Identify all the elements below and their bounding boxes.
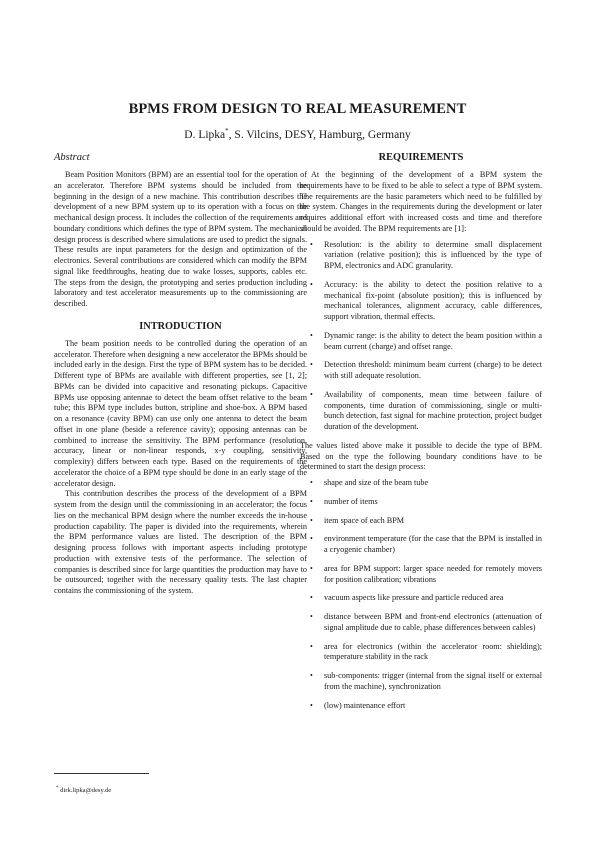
- bullet-icon: •: [310, 612, 313, 621]
- paper-authors: [0, 127, 595, 141]
- list-item: • item space of each BPM: [310, 515, 405, 525]
- bullet-icon: •: [310, 671, 313, 680]
- list-item: • Dynamic range: is the ability to detect the beam position within a beam current (charge) and offset range.: [310, 330, 542, 351]
- requirements-paragraph-1: At the beginning of the development of a BPM system the requirements have to be fixed to be able to select a type of BPM system. The requirements are the basic parameters which need to be fulfilled by the system. Changes in the requirements during the development or later requires additional effort with increased costs and time and therefore should be avoided. The BPM requirements are [1]:: [300, 170, 542, 233]
- bullet-icon: •: [310, 389, 313, 399]
- bullet-icon: •: [310, 239, 313, 249]
- footnote-divider: [54, 773, 149, 774]
- list-item: • area for BPM support: larger space needed for remotely movers for position calibration; vibrations: [310, 563, 542, 584]
- list-item: • sub-components: trigger (internal from the signal itself or external from the machine), synchronization: [310, 671, 542, 691]
- footnote-mark: *: [56, 785, 59, 791]
- footnote-email: dirk.lipka@desy.de: [58, 786, 112, 794]
- bullet-icon: •: [310, 279, 313, 289]
- paper-title: BPMS FROM DESIGN TO REAL MEASUREMENT: [128, 101, 467, 117]
- bullet-icon: •: [310, 700, 313, 710]
- requirements-paragraph-2: The values listed above make it possible to decide the type of BPM. Based on the type the following boundary conditions have to be determined to start the design process:: [300, 440, 542, 472]
- list-item: • distance between BPM and front-end electronics (attenuation of signal amplitude due to cable, phase differences between cables): [310, 612, 542, 632]
- footnote: [56, 785, 111, 795]
- list-item: • environment temperature (for the case that the BPM is installed in a cryogenic chamber): [310, 534, 542, 554]
- list-item: • area for electronics (within the accelerator room: shielding); temperature stability in the rack: [310, 641, 542, 662]
- requirements-list-1: [300, 240, 542, 433]
- bullet-icon: •: [310, 478, 313, 487]
- bullet-icon: •: [310, 496, 313, 506]
- abstract-text: Beam Position Monitors (BPM) are an essential tool for the operation of an accelerator. Therefore BPM systems should be included from the beginning in the design of a new machine. This contribution describes the development of a new BPM system up to its operation with a focus on the mechanical design process. It includes the collection of the requirements and boundary conditions which defines the type of BPM system. The mechanical design process is described where simulations are used to predict the signals. These results are input parameters for the design and optimization of the electronics. Several contributions are considered which can modify the BPM signal like feedthroughs, heating due to wake losses, supports, cables etc. The steps from the design, the prototyping and series production including laboratory and test accelerator measurements up to the commissioning are described.: [54, 170, 307, 308]
- bullet-icon: •: [310, 515, 313, 525]
- bullet-icon: •: [310, 360, 313, 370]
- bullet-icon: •: [310, 563, 313, 573]
- bullet-icon: •: [310, 593, 313, 603]
- introduction-paragraph-1: The beam position needs to be controlled during the operation of an accelerator. Therefore when designing a new accelerator the BPMs should be included early in the design. First the type of BPM system has to be decided. Different type of BPMs are available with different properties, see [1, 2]; BPMs can be divided into capacitive and resonating pickups. Capacitive BPMs use opposing antennae to detect the beam offset relative to the beam tube; this BPM type includes button, stripline and shoe-box. A BPM based on a resonance (cavity BPM) can use only one antenna to detect the beam offset in one plane (beside a reference cavity); opposing antennas can be combined to increase the sensitivity. The BPM performance (resolution, accuracy, linear or non-linear responds, x-y coupling, sensitivity, complexity) differs between each type. Based on the requirements of the accelerator the choice of a BPM type should be done in an early stage of the accelerator design.: [54, 338, 307, 488]
- list-item: • Availability of components, mean time between failure of components, time duration of commissioning, single or multi-bunch detection, fast signal for machine protection, project budget duration of the development.: [310, 389, 542, 431]
- bullet-icon: •: [310, 534, 313, 544]
- requirements-list-2: [300, 478, 542, 711]
- list-item: • shape and size of the beam tube: [310, 478, 429, 487]
- left-column: [54, 152, 307, 597]
- author-footnote-mark: *: [225, 127, 229, 135]
- right-column: [300, 152, 542, 719]
- authors-rest: , S. Vilcins, DESY, Hamburg, Germany: [228, 128, 411, 141]
- requirements-heading: REQUIREMENTS: [378, 152, 464, 163]
- abstract-heading: Abstract: [54, 152, 90, 163]
- author-primary: D. Lipka: [184, 128, 226, 141]
- introduction-paragraph-2: This contribution describes the process of the development of a BPM system from the design until the commissioning in an accelerator; the focus lies on the mechanical BPM design where the number exceeds the in-house production capability. The paper is divided into the requirements, wherein the BPM performance values are listed. The description of the BPM designing process follows with important aspects including prototype production with extensive tests of the performance. The selection of companies is described since for large quantities the production may have to be outsourced; together with the necessary quality tests. The last chapter contains the commissioning of the system.: [54, 489, 307, 595]
- list-item: • number of items: [310, 496, 378, 506]
- list-item: • Resolution: is the ability to determine small displacement variation (relative position); this is influenced by the type of BPM, electronics and ADC granularity.: [310, 239, 542, 270]
- introduction-heading: INTRODUCTION: [139, 320, 222, 332]
- bullet-icon: •: [310, 641, 313, 651]
- bullet-icon: •: [310, 330, 313, 340]
- list-item: • Accuracy: is the ability to detect the position relative to a mechanical fix-point (absolute position); this is influenced by mechanical tolerances, alignment accuracy, cable differences, support vibration, thermal effects.: [310, 279, 542, 321]
- list-item: • vacuum aspects like pressure and particle reduced area: [310, 593, 504, 603]
- list-item: • (low) maintenance effort: [310, 700, 406, 710]
- list-item: • Detection threshold: minimum beam current (charge) to be detect with still adequate resolution.: [310, 360, 542, 380]
